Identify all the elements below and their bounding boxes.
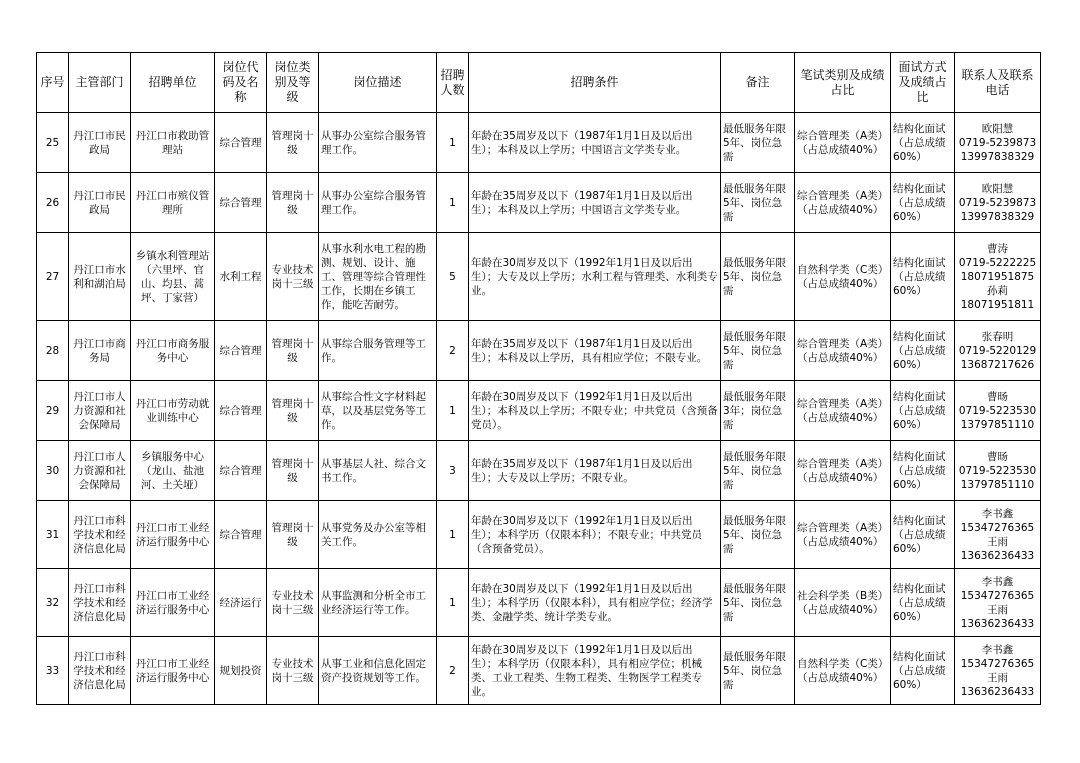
cell-conditions: 年龄在30周岁及以下（1992年1月1日及以后出生）；本科学历（仅限本科）；不限专业；中共党员（含预备党员）。 <box>469 501 721 569</box>
cell-interview: 结构化面试（占总成绩60%） <box>891 113 955 173</box>
cell-seq: 27 <box>37 233 69 321</box>
cell-note: 最低服务年限5年、岗位急需 <box>721 441 795 501</box>
cell-unit: 乡镇水利管理站（六里坪、官山、均县、蒿坪、丁家营） <box>131 233 215 321</box>
cell-conditions: 年龄在30周岁及以下（1992年1月1日及以后出生）；本科及以上学历；不限专业；中共党员（含预备党员）。 <box>469 381 721 441</box>
header-contact: 联系人及联系电话 <box>955 53 1041 113</box>
contact-name: 李书鑫 <box>981 575 1014 588</box>
table-row <box>37 381 1041 441</box>
cell-pos-class: 专业技术岗十三级 <box>267 569 319 637</box>
cell-count: 1 <box>437 113 469 173</box>
cell-pos-class: 管理岗十级 <box>267 321 319 381</box>
cell-pos-code: 综合管理 <box>215 321 267 381</box>
table-row <box>37 321 1041 381</box>
cell-pos-code: 经济运行 <box>215 569 267 637</box>
table-row <box>37 441 1041 501</box>
cell-count: 1 <box>437 501 469 569</box>
cell-note: 最低服务年限5年、岗位急需 <box>721 173 795 233</box>
cell-interview: 结构化面试（占总成绩60%） <box>891 501 955 569</box>
cell-pos-class: 专业技术岗十三级 <box>267 233 319 321</box>
cell-unit: 丹江口市工业经济运行服务中心 <box>131 501 215 569</box>
cell-pos-code: 综合管理 <box>215 501 267 569</box>
header-seq: 序号 <box>37 53 69 113</box>
cell-desc: 从事党务及办公室等相关工作。 <box>319 501 437 569</box>
cell-dept: 丹江口市人力资源和社会保障局 <box>69 441 131 501</box>
cell-conditions: 年龄在30周岁及以下（1992年1月1日及以后出生）；大专及以上学历；水利工程与管理类、水利类专业。 <box>469 233 721 321</box>
cell-contact <box>955 569 1041 637</box>
contact-mobile: 15347276365 <box>960 657 1035 670</box>
cell-conditions: 年龄在35周岁及以下（1987年1月1日及以后出生）；大专及以上学历；不限专业。 <box>469 441 721 501</box>
contact-mobile-2: 13636236433 <box>960 617 1035 630</box>
cell-contact <box>955 113 1041 173</box>
cell-seq: 28 <box>37 321 69 381</box>
cell-desc: 从事监测和分析全市工业经济运行等工作。 <box>319 569 437 637</box>
cell-written: 综合管理类（A类）（占总成绩40%） <box>795 321 891 381</box>
header-dept: 主管部门 <box>69 53 131 113</box>
cell-unit: 丹江口市救助管理站 <box>131 113 215 173</box>
table-row <box>37 637 1041 705</box>
cell-seq: 25 <box>37 113 69 173</box>
contact-name: 李书鑫 <box>981 507 1014 520</box>
cell-note: 最低服务年限5年、岗位急需 <box>721 113 795 173</box>
cell-seq: 31 <box>37 501 69 569</box>
header-unit: 招聘单位 <box>131 53 215 113</box>
cell-unit: 丹江口市工业经济运行服务中心 <box>131 569 215 637</box>
cell-interview: 结构化面试（占总成绩60%） <box>891 381 955 441</box>
cell-unit: 丹江口市商务服务中心 <box>131 321 215 381</box>
cell-dept: 丹江口市科学技术和经济信息化局 <box>69 637 131 705</box>
cell-interview: 结构化面试（占总成绩60%） <box>891 321 955 381</box>
contact-name: 曹涛 <box>987 242 1008 255</box>
cell-note: 最低服务年限5年、岗位急需 <box>721 569 795 637</box>
contact-mobile: 13997838329 <box>960 210 1035 223</box>
cell-pos-class: 管理岗十级 <box>267 501 319 569</box>
cell-written: 综合管理类（A类）（占总成绩40%） <box>795 441 891 501</box>
cell-written: 综合管理类（A类）（占总成绩40%） <box>795 113 891 173</box>
cell-dept: 丹江口市人力资源和社会保障局 <box>69 381 131 441</box>
cell-dept: 丹江口市民政局 <box>69 113 131 173</box>
cell-contact <box>955 441 1041 501</box>
contact-mobile: 13687217626 <box>960 358 1035 371</box>
cell-seq: 29 <box>37 381 69 441</box>
cell-interview: 结构化面试（占总成绩60%） <box>891 173 955 233</box>
cell-unit: 丹江口市劳动就业训练中心 <box>131 381 215 441</box>
cell-note: 最低服务年限5年、岗位急需 <box>721 637 795 705</box>
table-row <box>37 113 1041 173</box>
cell-dept: 丹江口市商务局 <box>69 321 131 381</box>
header-conditions: 招聘条件 <box>469 53 721 113</box>
contact-phone: 0719-5239873 <box>958 196 1037 209</box>
cell-conditions: 年龄在35周岁及以下（1987年1月1日及以后出生）；本科及以上学历；中国语言文学类专业。 <box>469 113 721 173</box>
contact-phone: 0719-5223530 <box>958 404 1037 417</box>
cell-count: 2 <box>437 321 469 381</box>
cell-unit: 乡镇服务中心（龙山、盐池河、土关垭） <box>131 441 215 501</box>
cell-pos-code: 规划投资 <box>215 637 267 705</box>
cell-desc: 从事基层人社、综合文书工作。 <box>319 441 437 501</box>
cell-desc: 从事综合性文字材料起草，以及基层党务等工作。 <box>319 381 437 441</box>
contact-mobile: 15347276365 <box>960 589 1035 602</box>
header-pos-class: 岗位类别及等级 <box>267 53 319 113</box>
cell-pos-class: 管理岗十级 <box>267 173 319 233</box>
contact-name: 张春明 <box>981 330 1014 343</box>
cell-contact <box>955 321 1041 381</box>
cell-desc: 从事工业和信息化固定资产投资规划等工作。 <box>319 637 437 705</box>
cell-contact <box>955 233 1041 321</box>
cell-interview: 结构化面试（占总成绩60%） <box>891 569 955 637</box>
cell-pos-code: 综合管理 <box>215 113 267 173</box>
cell-desc: 从事办公室综合服务管理工作。 <box>319 173 437 233</box>
contact-mobile: 13797851110 <box>960 478 1035 491</box>
header-pos-code: 岗位代码及名称 <box>215 53 267 113</box>
contact-name-2: 王雨 <box>987 671 1008 684</box>
header-pos-desc: 岗位描述 <box>319 53 437 113</box>
contact-name: 欧阳慧 <box>981 182 1014 195</box>
cell-interview: 结构化面试（占总成绩60%） <box>891 637 955 705</box>
cell-written: 自然科学类（C类）（占总成绩40%） <box>795 233 891 321</box>
cell-unit: 丹江口市工业经济运行服务中心 <box>131 637 215 705</box>
table-row <box>37 569 1041 637</box>
cell-note: 最低服务年限3年；岗位急需 <box>721 381 795 441</box>
cell-count: 1 <box>437 569 469 637</box>
contact-phone: 0719-5220129 <box>958 344 1037 357</box>
cell-pos-code: 综合管理 <box>215 381 267 441</box>
cell-written: 综合管理类（A类）（占总成绩40%） <box>795 381 891 441</box>
cell-interview: 结构化面试（占总成绩60%） <box>891 441 955 501</box>
table-row <box>37 233 1041 321</box>
contact-phone: 0719-5239873 <box>958 136 1037 149</box>
cell-written: 自然科学类（C类）（占总成绩40%） <box>795 637 891 705</box>
contact-name: 曹旸 <box>987 390 1008 403</box>
cell-written: 综合管理类（A类）（占总成绩40%） <box>795 173 891 233</box>
cell-note: 最低服务年限5年、岗位急需 <box>721 501 795 569</box>
cell-pos-code: 水利工程 <box>215 233 267 321</box>
cell-contact <box>955 173 1041 233</box>
contact-mobile-2: 18071951811 <box>960 298 1035 311</box>
cell-contact <box>955 637 1041 705</box>
cell-seq: 33 <box>37 637 69 705</box>
cell-contact <box>955 381 1041 441</box>
cell-pos-code: 综合管理 <box>215 441 267 501</box>
contact-mobile: 18071951875 <box>960 270 1035 283</box>
cell-desc: 从事办公室综合服务管理工作。 <box>319 113 437 173</box>
cell-seq: 26 <box>37 173 69 233</box>
header-written: 笔试类别及成绩占比 <box>795 53 891 113</box>
contact-mobile: 15347276365 <box>960 521 1035 534</box>
header-count: 招聘人数 <box>437 53 469 113</box>
cell-unit: 丹江口市殡仪管理所 <box>131 173 215 233</box>
header-note: 备注 <box>721 53 795 113</box>
contact-phone: 0719-5222225 <box>958 256 1037 269</box>
cell-desc: 从事水利水电工程的勘测、规划、设计、施工、管理等综合管理性工作，长期在乡镇工作，能吃苦耐劳。 <box>319 233 437 321</box>
table-row <box>37 501 1041 569</box>
cell-count: 5 <box>437 233 469 321</box>
cell-conditions: 年龄在30周岁及以下（1992年1月1日及以后出生）；本科学历（仅限本科），具有相应学位；机械类、工业工程类、生物工程类、生物医学工程类专业。 <box>469 637 721 705</box>
cell-count: 3 <box>437 441 469 501</box>
cell-dept: 丹江口市科学技术和经济信息化局 <box>69 501 131 569</box>
cell-seq: 32 <box>37 569 69 637</box>
header-interview: 面试方式及成绩占比 <box>891 53 955 113</box>
cell-pos-code: 综合管理 <box>215 173 267 233</box>
cell-conditions: 年龄在30周岁及以下（1992年1月1日及以后出生）；本科学历（仅限本科），具有相应学位；经济学类、金融学类、统计学类专业。 <box>469 569 721 637</box>
cell-count: 1 <box>437 173 469 233</box>
recruitment-table <box>36 52 1041 705</box>
contact-phone: 0719-5223530 <box>958 464 1037 477</box>
contact-name: 曹旸 <box>987 450 1008 463</box>
contact-name: 欧阳慧 <box>981 122 1014 135</box>
cell-desc: 从事综合服务管理等工作。 <box>319 321 437 381</box>
cell-pos-class: 管理岗十级 <box>267 113 319 173</box>
cell-dept: 丹江口市民政局 <box>69 173 131 233</box>
cell-conditions: 年龄在35周岁及以下（1987年1月1日及以后出生）；本科及以上学历，具有相应学位；不限专业。 <box>469 321 721 381</box>
cell-pos-class: 管理岗十级 <box>267 441 319 501</box>
cell-interview: 结构化面试（占总成绩60%） <box>891 233 955 321</box>
table-header-row <box>37 53 1041 113</box>
cell-dept: 丹江口市水利和湖泊局 <box>69 233 131 321</box>
contact-mobile: 13797851110 <box>960 418 1035 431</box>
cell-written: 综合管理类（A类）（占总成绩40%） <box>795 501 891 569</box>
cell-contact <box>955 501 1041 569</box>
contact-mobile: 13997838329 <box>960 150 1035 163</box>
cell-written: 社会科学类（B类）（占总成绩40%） <box>795 569 891 637</box>
cell-dept: 丹江口市科学技术和经济信息化局 <box>69 569 131 637</box>
cell-note: 最低服务年限5年、岗位急需 <box>721 321 795 381</box>
cell-count: 1 <box>437 381 469 441</box>
contact-mobile-2: 13636236433 <box>960 685 1035 698</box>
contact-name-2: 王雨 <box>987 603 1008 616</box>
table-row <box>37 173 1041 233</box>
contact-name: 李书鑫 <box>981 643 1014 656</box>
cell-pos-class: 专业技术岗十三级 <box>267 637 319 705</box>
cell-conditions: 年龄在35周岁及以下（1987年1月1日及以后出生）；本科及以上学历；中国语言文学类专业。 <box>469 173 721 233</box>
cell-note: 最低服务年限5年、岗位急需 <box>721 233 795 321</box>
contact-mobile-2: 13636236433 <box>960 549 1035 562</box>
cell-pos-class: 管理岗十级 <box>267 381 319 441</box>
contact-name-2: 孙莉 <box>987 284 1008 297</box>
cell-seq: 30 <box>37 441 69 501</box>
cell-count: 2 <box>437 637 469 705</box>
contact-name-2: 王雨 <box>987 535 1008 548</box>
